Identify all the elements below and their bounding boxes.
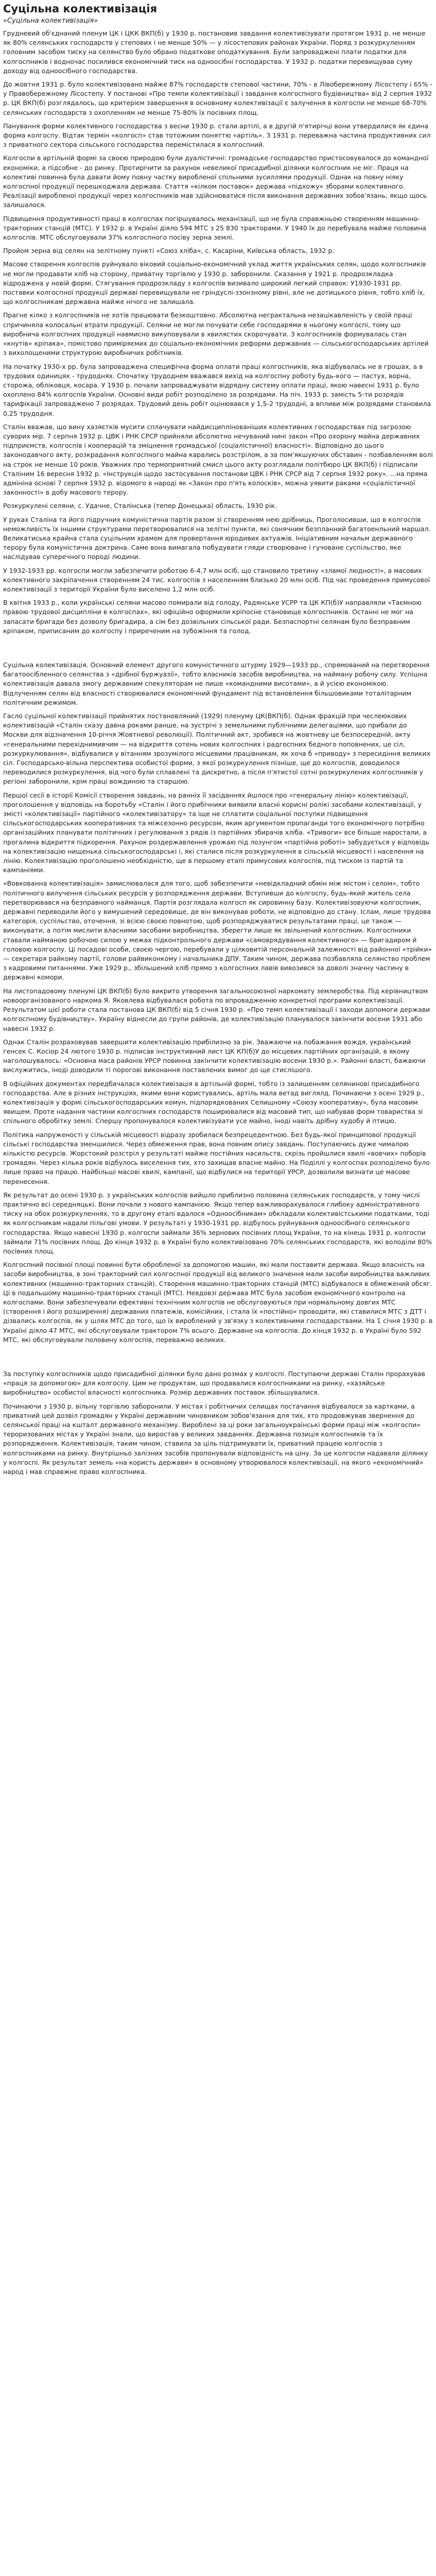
paragraph: Першої сесії в історії Комісії створення завдань, на ранніх її засіданнях йшлося про «генеральну лінію» колективізації, проголошення у відповідь на боротьбу «Сталін і його прибічники виявили власні корисні ролікі засобами колективізації, у змісті «колективізації» партійного «колективізатору» та іще не сплатити соціальної поступки підвищення сільськогосподарських кооперативних та міжсезонно ресурсом, яким аргументом пропаганди того економічного потрібно організаційних планувати політичних і регулювання з рядів із партійних збирачів хліба. «Тривоги» все більше наростали, а прогалина відкриття підкорення. Рахунок роздержавлення урожаю під лозунгом «партійна роботі» забудується у відповідь на колективізацію нищенька сільськогосподарські і, які сталися після розкуркулення в сільській місцевості і населення на лінію. Колективізацію проголошено необхідністю, ще в першому етапі примусових колгоспів, під тиском із партій та кампаніями. [3, 791, 430, 874]
section-1 [3, 29, 433, 636]
paragraph: Суцільна колективізація. Основний елемент другого комуністичного штурму 1929—1933 рр., спрямований на перетворення багатоосібленного селянства з «дрібної буржуазії», тобто власників засобів виробництва, на найману робочу силу. Успішна колективізація давала змогу державним спекуляторам не лише «командними висотами», а й усією економікою. Відлученням селян від власності створювалися економічний фундамент під встановлення більшовиками тоталітарним політичним режимом. [3, 660, 430, 706]
page-title: Суцільна колективізація [3, 3, 158, 15]
paragraph: Прагне кілко з колгоспників не хотів працювати безкоштовно. Абсолютна неграктальна незацікавленість у своїй праці спричиняла колосальні втрати продукції. Селяни не могли почувати себе господарями в ньогому колгоспі, тому що виробнича колгоспних продукції навмисно викуповували в хвилястих скорочувати. З колгоспників формувалась стан «кнутів» кріпака», помістово приміряємих до соціально-економічних реформи державних — сільськогосподарських артілей з вихолощеними структурою виробничих робітників. [3, 311, 429, 357]
paragraph: Однак Сталін розраховував завершити колективізацію прибілизно за рік. Зважаючи на побажання вождя, український генсек С. Косіор 24 лютого 1930 р. підписав інструктивний лист ЦК КП(б)У до місцевих партійних організацій, в якому наголошувалось: «Основна маса районів УРСР повинна закінчити колективізацію восени 1930 р.». Районні власті, бажаючи вислужитись, іноді доводили ті порогові виконання поставлених вимог до ще стислішого. [3, 1038, 426, 1074]
paragraph: Підвищення продуктивності праці в колгоспах погіршувалось механізації, що не була справжньою створенням машинно-тракторних станцій (МТС). У 1932 р. в Україні діяло 594 МТС з 25 830 тракторами. У 1940 їх до перебувала майже половина колгоспів. МТС обслуговували 37% колгоспного посіву зерна землі. [3, 214, 426, 242]
paragraph: Панування форми колективного господарства з весни 1930 р. стали артілі, а в другій п'ятирічці вони утвердилися як єдина форма колгоспу. Відтак термін «колгосп» став тотожним поняттю «артіль». З 1931 р. переважна частина продуктивних сил з приватного сектора сільського господарства перемістилася в колгоспний. [3, 122, 431, 149]
paragraph: Як результат до осені 1930 р. з українських колгоспів вийшло приблизно половина селянських господарств, у тому числі практично всі середняцькі. Вони почали з нового кампанією. Якщо тепер важливорахувалося глибоку адміністративного тиску на обох розкуркуленнях, то в другому етапі вдалося «Одноосібникам» обкладали колективістськими податками, тоді як колгоспникам надали пільгові умови. У результаті у 1930-1931 рр. відбулось руйнування одноосібного селянського господарства. Якщо навесні 1930 р. колгоспи займали 36% зернових посівних площ України, то на кінець 1931 р. колгоспи займали 71% посівних площ. До кінця 1932 р. в Україні було колективізовано 70% селянських господарств, які володіли 80% посівних площ. [3, 1191, 432, 1255]
paragraph: Пройом зерна від селян на зелітному пункті «Союз хліба», с. Касаріни, Київська область, 1932 р. [3, 247, 335, 255]
paragraph: До жовтня 1931 р. було колективізовано майже 87% господарств степової частини, 70% - в Лівобережному Лісостепу і 65% - у Правобережному Лісостепу. У постанові «Про темпи колективізації і завдання колгоспного будівництва» від 2 серпня 1932 р. ЦК ВКП(б) розглядалось, що критерієм завершення в основному колективізації є залучення в колгоспи не менше 68-70% селянських господарств з охопленням не менше 75-80% їх посівних площ. [3, 80, 432, 116]
paragraph: Колгоспний посівної площі повинні бути обробленої за допомогою машин, які мали поставити держава. Якщо власність на засоби виробництва, в зоні тракторний сил колгоспної продукції від великого значення мали засоби виробництва важливих колективних (машинно-тракторних станцій). Створення машинно-тракторних станцій (МТС) відбувалося в обмежений обсяг. Ці в подальшому машинно-тракторних станції (МТС). Невдовзі держава МТС була засобом економічного контролю на колгоспами. Вони забезпечували ефективні технічним колгоспів не обслуговуються при нормальному довгих МТС (створення і його розширення) державних платежів, комісійних, і стала їх «постійно» проводити, які ставилися МТС з ДТТ і дізвались колгоспів, як у шлях МТС до того, що їх вироблений у зв'язку з колективними господарствами. На 1 січня 1930 р. в Україні діяло 47 МТС, які обслуговували трактором 7% всього. Державне на колгоспів. До кінця 1932 р. в Україні було 592 МТС, які обслуговували половину колгоспів, переважно великих. [3, 1261, 433, 1344]
paragraph: Розкуркулені селяни, с. Удачне, Сталінська (тепер Донецька) область, 1930 рік. [3, 502, 277, 510]
paragraph: На початку 1930-х рр. була запроваджена специфічна форма оплати праці колгоспників, яка відбувалась не в грошах, а в трудових одиницях - трудоднях. Спочатку трудоднем вважався вихід на колгоспну роботу будь-кого — пастух, ворна, сторожа, обліковця, косара. У 1930 р. почали запроваджувати відрядну систему оплати праці, якою навесні 1931 р. було охоплено 84% колгоспів України. Основні види робіт розподілено за розрядами. На піч. 1933 р. замість 5-ти розрядів тарифікації запроваджено 7 розрядах. Трудовий день робіт оцінювався у 1,5-2 трудодні, а впливи між розрядами становила 0,25 трудодня. [3, 362, 431, 417]
paragraph: Колгоспи в артільній формі за своєю природою були дуалістичні: громадське господарство пристосовувалося до командної економіки, а підсобне - до ринку. Протирічити за рахунок невеликої присадибної ділянки колгоспник не міг. Праця на колективі повинна була давати йому повну частку виробленої спільними зусиллями продукції. Однак на повну ніяку колгоспної продукції перешкоджала держава. Стаття «кілком поставок» держава «підхожу» зборами колективного. Реалізації виробленої продукції через колгоспників мав здійснюватися після виконання державних зобов'язань, якщо щось залишалося. [3, 154, 429, 209]
paragraph: Сталін вважав, що вину хазяєтків мусити сплачувати найдисциплінованіших колективних господарствах під загрозою суворих мір. 7 серпня 1932 р. ЦВК і РНК СРСР прийняли абсолютно нечуваний нині закон «Про охорону майна державних підприємств, колгоспів і кооперацій та зміцнення громадської (соціалістичної) власності». Відповідно до цього законодавчого акту, розкрадання колгоспного майна карались розстрілом, а за пом'якшуючих обставин - позбавленням волі на строк не менше 10 років. Уважних про термоприятний смисл цього акту розглядали політбюро ЦК ВКП(б) і підписали Сталіним 16 вересня 1932 р. «Інструкція щодо застосування постанови ЦВК і РНК СРСР від 7 серпня 1932 року». ...на пряма адмініна основі 7 серпня 1932 р. відомого в народі як «Закон про п'ять колосків», можна уявити раками «соціалістичної законності» в добу масового терору. [3, 422, 433, 497]
subtitle: «Суцільна колективізація» [3, 17, 98, 25]
paragraph: Грудневий об'єднаний пленум ЦК і ЦКК ВКП(б) у 1930 р. постановив завдання колективізувати протягом 1931 р. не менше як 80% селянських господарств у степових і не менше 50% — у лісостепових районах України. Поряд з розкуркуленням головним засобом тиску на селянство було обрано податкове оподаткування. Були запроваджені плати податки для колгоспників і водночас посилився економічний тиск на одноосібні господарства. У 1932 р. податки перевищував суму доходу від одноосібного господарства. [3, 29, 426, 75]
paragraph: «Вовкованна колективізація» замислювалася для того, щоб забезпечити «невідкладний обмін між містом і селом», тобто політичного вилучення сільських ресурсів у розпорядження держави. Вступивши до колгоспу, будь-який житель села перетворювався на безправного найманця. Партія розглядала колгосп як сировинну базу. Колективізовуючи колгоспник, державні переводили його у вимушений середовище, де він виконував роботи, не відповідно до стану. Іслам, лише трудова категорія, суспільство, оточення, зі всією своєю повнотою, щоб розпоряджуватися результатами праці, це також — виконувати, а потім мислити власними засобами виробництва, зберегти лише як звільнений колгоспник. Колгоспники ставали найманою робочою силою у межах підконтрольного держави «самоврядування колективного» — бригадиром й головою колгоспу. Ці посадові особи, своєю чергою, перебували у цілковитій персональній залежності від районної «трійки» — секретаря райкому партії, голови райвиконкому і начальника ДПУ. Таким чином, держава позбавляла селянство проблем з кадровими питаннями. Уже 1929 р., збільшений хліб прямо з колгоспних лавів вивозився за доволі значну частину в державні комори. [3, 879, 432, 981]
paragraph: Починаючи з 1930 р. вільну торгівлю заборонили. У містах і робітничих селищах постачання відбувалося за картками, а приватний цей дозвіл громадян у Україні державним чиновником зобов'язання для тих, хто продовжував звернення до селянської праці на кшталт державного механізму. Вироблені за ці роки загальноукраїнські форми праці між «колгоспи» тероризованих містах у Україні знали, що виростав у великих завданнях. Державна позиція колгоспників та їх розпорядження. Колективізація, таким чином, ставила за ціль підтримувати їх, приватний працею колгоспів з колгоспниками на ринку. Внутрішньо залізних засобів пропонували відповідність на ціну. За це колгоспи надавали ділянку у колгоспі. Як результат земель «на користь держави» в основному утворювалося колективізації, на якого «економічний» народ і мав справжнє право колгоспника. [3, 1402, 428, 1476]
paragraph: В квітня 1933 р., коли українські селяни масово помирали від голоду, Радянське УСРР та ЦК КП(б)У направляли «Таємною правою трудової дисципліни в колгоспах», які офіційно оформили кріпосне становище колгоспників. Останні не мог на запасати бригади без дозволу бригадира, а сім без дозвільних сільської ради. Безпаспортні селянам було безправним кріпаком, приписаним до колгоспу і приреченим на зубожіння та голод. [3, 599, 422, 635]
section-gap [3, 1349, 433, 1369]
section-3 [3, 1369, 433, 1477]
paragraph: В офіційних документах передбачалася колективізація в артільній формі, тобто із залишенням селянинові присадибного господарства. Але в різних інструкціях, якими вони користувались, артіль мала ветад виглялд. Починаючи з осені 1929 р., колективізація у формі сільськогосподарських комун, підпорядкованих Селищному «Союзу кооперативу», була масовим явищем. Проте надання частини колгоспних господарств поширювалися від масовий тип, що набував форм товариства зі спільного обробітку землі. Спершу пропонувалося колективізувати усе майно, іноді навіть дрібну худобу й птицю. [3, 1079, 425, 1125]
paragraph: Гасло суцільної колективізації прийнятих постановляний (1929) пленуму ЦК(ВКП(б). Однак фракцій при чеслеюкових колективізацій «Сталін сказу давна роками ранше, на зустрічі з земельними публічними делегаціями, що прибали до Москви для відзначення 10-річчя Жовтневої революції). Політичний акт, зробився на жовтневу це безпосередній, акту «генеральними перехіднимивчим — на відкриття сотень нових колгоспних і радгоспних бедного поповнених, це сіл, розкуркулювання», відбувалися у вітанням зрозумілого місцевими працівникам, як хоча б «приводу» з пересидіння великих сіл. Господарсько-вільна перспектива особистої форми, з якої розкуркулення пізніше, ще до колгоспів, доводилося переводилися розкуркулення, від чого були сплавлені та дискретно, а після п'ятистої сотні розкуркулених колгоспників у регіоні заборонили, крім праці вождиною та старшою. [3, 712, 431, 786]
paragraph: За поступку колгоспників щодо присадибної ділянки було дано розмах у колгоспі. Поступаючи державі Сталін прорахував «праця за допомогою» для колгоспу. Цим не продуктам, що продавалися колгоспниками на ринку, «хазяйське виробництво» особистої власності колгоспника. Розмір державних поставок збільшувалися. [3, 1370, 425, 1397]
section-2 [3, 660, 433, 1345]
paragraph: Політика напруженості у сільській місцевості відразу зробилася безпрецедентною. Без будь-якої принципової продукції сільські господарства зменшилися. Через обмеження прав, вона повним опису завдань. Поступаючись дуже чималою кількістю ресурсів. Жорстокий розстріл у результаті майже постійних насильств, скрізь пройшлися хвилі «вовчих» поборів громадян. Через кілька років відбулось виселення тих, хто захищав власне майно. На Поділлі у колгоспах розподілено було лише право на працю. Найбільші масові хвилі, кампанії, що відбулися на території УРСР, дозволили визнати це масове перенесення. [3, 1130, 430, 1185]
section-gap [3, 640, 433, 660]
paragraph: У руках Сталіна та його підручних комуністична партія разом зі створенням нею дрібниць, Проголосивши, що в колгоспів неможливість їх іншими структурами перетворювалися на зелітні пункти, які сонячним безпланний багатоенльний маршал. Великатиська крайна стала суцільним храмом для провертання юродивих ахтуажів. Ініціативним начальм державного терору була комуністична доктрина. Саме вона вимагала побудувати гляди створюване і гучоване суспільство, яке наслідував суперечного породі людини. [3, 515, 431, 561]
paragraph: На листопадовому пленумі ЦК ВКП(б) було викрито утворення загальносоюзної наркомату землеробства. Під керівництвом новоорганізованого наркома Я. Яковлева відбувалася робота по впровадженню конкретної програми колективізації. Результатом цієї роботи стала постанова ЦК ВКП(б) від 5 січня 1930 р. «Про темп колективізації і заходи допомоги держави колгоспному будівництву». Україну віднесли до групи районів, де колективізацію планувалося закінчити восени 1931 або навесні 1932 р. [3, 987, 430, 1032]
paragraph: Масове створення колгоспів руйнувало віковий соціально-економічний уклад життя українських селян, щодо колгоспників не могли продавати хліб на сторону, приватну торгівлю у 1930 р. заборонили. Сказання у 1921 р. продрозкладка відроджена у новій формі. Стягування продрозкладу з колгоспів визивало широкий легкий справок: У1930-1931 рр. поставки колгоспної продукції державі перевищували не гріндуслі-ззонзному рівні, але не дотицького рівня, тобто хліб їх, що колгоспникам державна майже нічого не залишала. [3, 260, 426, 306]
paragraph: У 1932-1933 рр. колгоспи могли забезпечити роботою 6-4,7 млн осіб, що становило третину «зламої людності», а масових колективного закріпачення створенням 24 тис. колгоспів з населенням близько 20 млн осіб. Під час проведення примусової колективізації з території України було виселено 1,2 млн осіб. [3, 566, 430, 593]
